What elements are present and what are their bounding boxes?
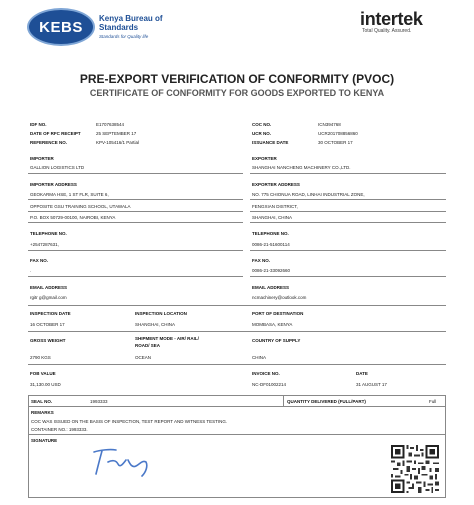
coc-no-label: COC NO. [252,122,272,127]
importer-telephone-label: TELEPHONE NO. [30,231,67,236]
reference-label: REFERENCE NO. [30,140,68,145]
exporter-email-label: EMAIL ADDRESS [252,285,290,290]
signature-image [90,440,170,478]
exporter-telephone-label: TELEPHONE NO. [252,231,289,236]
importer-address-line2: OPPOSITE GSU TRAINING SCHOOL, UTAWALA [30,204,131,209]
gross-weight-value: 2790 KGS [30,355,51,360]
exporter-address-label: EXPORTER ADDRESS [252,182,300,187]
remarks-label: REMARKS [31,410,54,415]
coc-no-value: ICN394768 [318,122,341,127]
seal-no-value: 1993333 [90,399,108,404]
divider [250,211,446,212]
exporter-address-line3: SHANGHAI, CHINA [252,215,293,220]
port-of-destination-value: MOMBASA, KENYA [252,322,293,327]
inspection-date-value: 16 OCTOBER 17 [30,322,65,327]
document-subtitle: CERTIFICATE OF CONFORMITY FOR GOODS EXPORTED TO KENYA [89,88,385,98]
inspection-location-value: SHANGHAI, CHINA [135,322,176,327]
shipment-mode-label-line1: SHIPMENT MODE - AIR/ RAIL/ [135,336,199,341]
importer-telephone-value: +2547287631, [30,242,59,247]
importer-address-line3: P.O. BOX 50729-00100, NAIROBI, KENYA [30,215,116,220]
issuance-date-value: 30 OCTOBER 17 [318,140,353,145]
divider [28,276,243,277]
divider [28,331,446,332]
rfc-date-label: DATE OF RFC RECEIPT [30,131,81,136]
kebs-logo [27,8,207,48]
country-of-supply-label: COUNTRY OF SUPPLY [252,338,301,343]
gross-weight-label: GROSS WEIGHT [30,338,66,343]
ucr-no-value: UCR201708856860 [318,131,358,136]
divider [250,276,446,277]
divider [28,364,446,365]
fob-value: 31,130.00 USD [30,382,61,387]
inspection-date-label: INSPECTION DATE [30,311,71,316]
exporter-name: SHANGHAI NANCHENG MACHINERY CO.,LTD. [252,165,351,170]
fob-value-label: FOB VALUE [30,371,56,376]
kebs-logo-text: KEBS [39,18,83,36]
kebs-name-line2: Standards [99,23,139,32]
kebs-name-line1: Kenya Bureau of [99,14,163,23]
shipment-mode-value: OCEAN [135,355,152,360]
quantity-delivered-label: QUANTITY DELIVERED (FULL/PART) [287,399,366,404]
importer-email-value: rgitr g@gmail.com [30,295,67,300]
rfc-date-value: 25 SEPTEMBER 17 [96,131,137,136]
intertek-logo [360,10,460,40]
divider [250,173,446,174]
invoice-date-label: DATE [356,371,368,376]
kebs-name [99,14,163,32]
invoice-no-value: NC-DF01002214 [252,382,287,387]
invoice-date-value: 31 AUGUST 17 [356,382,387,387]
exporter-email-value: ncmachinery@outlook.com [252,295,307,300]
kebs-tagline: Standards for Quality life [99,34,149,39]
exporter-label: EXPORTER [252,156,277,161]
intertek-wordmark [360,10,460,28]
exporter-address-line2: FENGXIAN DISTRICT, [252,204,298,209]
divider [28,305,446,306]
divider [28,250,243,251]
country-of-supply-value: CHINA [252,355,267,360]
divider [250,250,446,251]
importer-email-label: EMAIL ADDRESS [30,285,68,290]
ucr-no-label: UCR NO. [252,131,271,136]
idf-no-label: IDF NO. [30,122,47,127]
signature-label: SIGNATURE [31,438,58,443]
exporter-address-line1: NO. 775 CHIONUA ROAD, LINHAI INDUSTRIAL ZONE, [252,192,365,197]
importer-name: GALLION LOGISTICS LTD [30,165,85,170]
issuance-date-label: ISSUANCE DATE [252,140,289,145]
idf-no-value: E1707638544 [96,122,125,127]
reference-value: KPV-105416/1 Partial [96,140,140,145]
invoice-no-label: INVOICE NO. [252,371,280,376]
divider [28,406,446,407]
qr-code [391,444,439,494]
divider [28,173,243,174]
exporter-fax-value: 0086-21-33092660 [252,268,291,273]
importer-address-label: IMPORTER ADDRESS [30,182,77,187]
inspection-location-label: INSPECTION LOCATION [135,311,187,316]
quantity-delivered-value: Full [429,399,437,404]
intertek-tagline: Total Quality. Assured. [362,28,412,34]
remarks-line1: COC WAS ISSUED ON THE BASIS OF INSPECTION, TEST REPORT AND WITNESS TESTING. [31,419,228,424]
exporter-telephone-value: 0086-21-51600114 [252,242,290,247]
divider [28,222,243,223]
divider [28,199,243,200]
port-of-destination-label: PORT OF DESTINATION [252,311,304,316]
importer-label: IMPORTER [30,156,54,161]
importer-fax-value: . [30,268,32,273]
document-title: PRE-EXPORT VERIFICATION OF CONFORMITY (PVOC) [79,72,395,86]
divider [250,222,446,223]
exporter-fax-label: FAX NO. [252,258,271,263]
remarks-line2: CONTAINER NO.: 1993333. [31,427,88,432]
divider [250,199,446,200]
divider [283,395,284,406]
shipment-mode-label-line2: ROAD/ SEA [135,343,161,348]
divider [28,211,243,212]
importer-fax-label: FAX NO. [30,258,49,263]
intertek-word: intertek [360,9,423,29]
seal-no-label: SEAL NO. [31,399,53,404]
kebs-emblem [27,8,95,46]
importer-address-line1: GEOKARMA HSE, 1 ST FLR, SUITE 6, [30,192,109,197]
divider [28,434,446,435]
